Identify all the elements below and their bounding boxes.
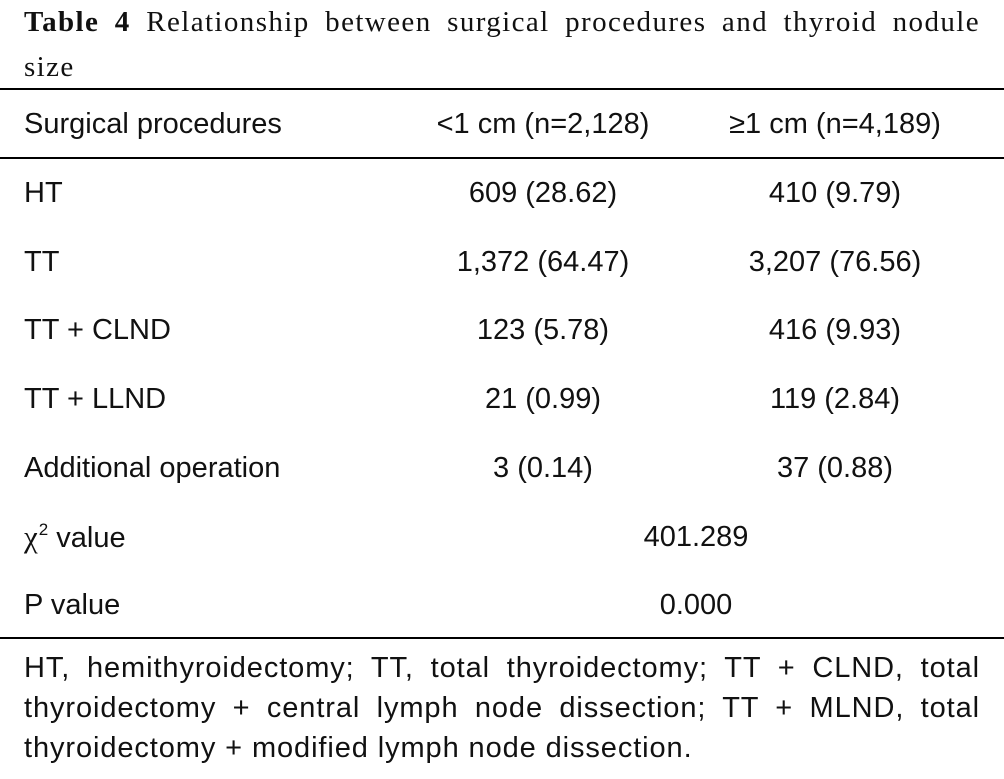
- row-under-1cm: 3 (0.14): [493, 452, 593, 484]
- row-under-1cm: 609 (28.62): [468, 177, 618, 209]
- top-rule: [0, 88, 1004, 90]
- row-over-1cm: 3,207 (76.56): [748, 246, 922, 278]
- p-value-value: 0.000: [659, 589, 733, 621]
- row-over-1cm: 119 (2.84): [769, 383, 901, 415]
- header-rule: [0, 157, 1004, 159]
- row-under-1cm: 123 (5.78): [476, 314, 610, 346]
- row-procedure: TT + CLND: [24, 314, 171, 346]
- row-procedure: Additional operation: [24, 452, 281, 484]
- row-procedure: TT + LLND: [24, 383, 167, 415]
- table-label: Table 4: [24, 6, 131, 38]
- p-value-label: P value: [24, 589, 121, 621]
- chi-label-text: value: [56, 522, 126, 554]
- header-over-1cm: ≥1 cm (n=4,189): [729, 108, 941, 140]
- row-under-1cm: 1,372 (64.47): [456, 246, 630, 278]
- table-footnote: HT, hemithyroidectomy; TT, total thyroidectomy; TT + CLND, total thyroidectomy + central lymph node dissection; TT + MLND, total thyroidectomy + modified lymph node dissection.: [24, 652, 980, 764]
- chi-square-label: [24, 519, 126, 560]
- chi-superscript: 2: [38, 520, 49, 539]
- header-surgical-procedures: Surgical procedures: [24, 108, 282, 140]
- chi-symbol: χ: [24, 519, 38, 554]
- row-under-1cm: 21 (0.99): [484, 383, 602, 415]
- table-title: Relationship between surgical procedures and thyroid nodule size: [24, 6, 980, 83]
- row-procedure: HT: [24, 177, 63, 209]
- table-caption: [24, 0, 980, 90]
- row-over-1cm: 410 (9.79): [768, 177, 902, 209]
- row-over-1cm: 416 (9.93): [768, 314, 902, 346]
- bottom-rule: [0, 637, 1004, 639]
- row-procedure: TT: [24, 246, 60, 278]
- chi-square-value: 401.289: [643, 521, 749, 553]
- header-under-1cm: <1 cm (n=2,128): [436, 108, 650, 140]
- row-over-1cm: 37 (0.88): [776, 452, 894, 484]
